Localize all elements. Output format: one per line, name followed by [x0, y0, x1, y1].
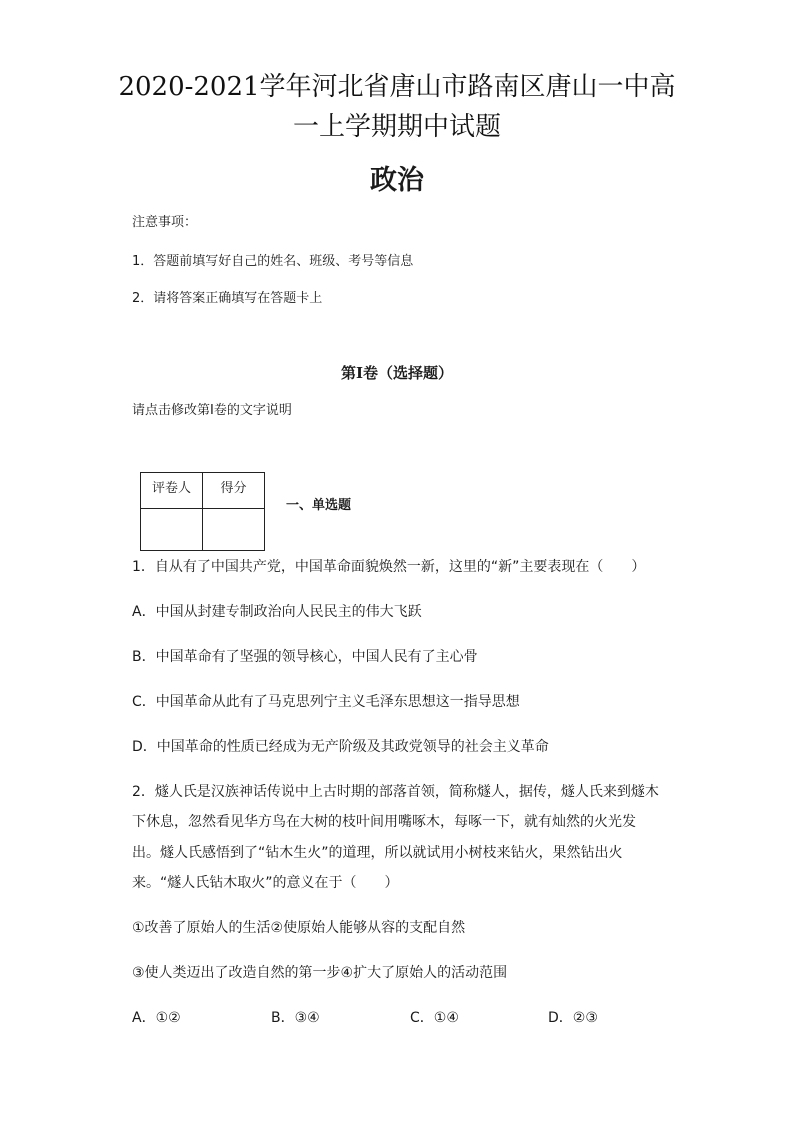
question-2-option-a: A．①② — [132, 1010, 181, 1026]
question-1-stem: 1．自从有了中国共产党，中国革命面貌焕然一新，这里的“新”主要表现在（ ） — [132, 559, 646, 575]
notice-item-1: 1．答题前填写好自己的姓名、班级、考号等信息 — [132, 254, 414, 269]
notice-heading: 注意事项： — [132, 215, 198, 230]
question-2-stem-line3: 出。燧人氏感悟到了“钻木生火”的道理，所以就试用小树枝来钻火，果然钻出火 — [132, 845, 623, 861]
score-header: 得分 — [203, 473, 265, 509]
question-1-option-b: B．中国革命有了坚强的领导核心，中国人民有了主心骨 — [132, 649, 478, 665]
part1-edit-hint[interactable]: 请点击修改第I卷的文字说明 — [132, 403, 292, 418]
question-2-option-c: C．①④ — [410, 1010, 459, 1026]
question-1-option-c: C．中国革命从此有了马克思列宁主义毛泽东思想这一指导思想 — [132, 694, 520, 710]
subject-title: 政治 — [370, 165, 424, 196]
question-1-option-a: A．中国从封建专制政治向人民民主的伟大飞跃 — [132, 604, 422, 620]
score-table — [140, 472, 265, 551]
question-2-stem-line4: 来。“燧人氏钻木取火”的意义在于（ ） — [132, 875, 399, 891]
question-2-option-d: D．②③ — [548, 1010, 598, 1026]
score-cell[interactable] — [203, 509, 265, 551]
grader-cell[interactable] — [141, 509, 203, 551]
question-2-stem-line1: 2．燧人氏是汉族神话传说中上古时期的部落首领，简称燧人，据传，燧人氏来到燧木 — [132, 784, 659, 800]
notice-item-2: 2．请将答案正确填写在答题卡上 — [132, 291, 323, 306]
question-2-statements-1: ①改善了原始人的生活②使原始人能够从容的支配自然 — [132, 920, 466, 936]
question-2-statements-2: ③使人类迈出了改造自然的第一步④扩大了原始人的活动范围 — [132, 965, 508, 981]
question-2-stem-line2: 下休息，忽然看见华方鸟在大树的枝叶间用嘴啄木，每啄一下，就有灿然的火光发 — [132, 814, 636, 830]
part1-title: 第I卷（选择题） — [340, 364, 454, 382]
section-heading: 一、单选题 — [286, 498, 352, 513]
grader-header: 评卷人 — [141, 473, 203, 509]
exam-title-line1: 2020-2021学年河北省唐山市路南区唐山一中高 — [118, 72, 676, 102]
exam-title-line2: 一上学期期中试题 — [292, 112, 501, 142]
question-1-option-d: D．中国革命的性质已经成为无产阶级及其政党领导的社会主义革命 — [132, 739, 549, 755]
question-2-option-b: B．③④ — [271, 1010, 320, 1026]
